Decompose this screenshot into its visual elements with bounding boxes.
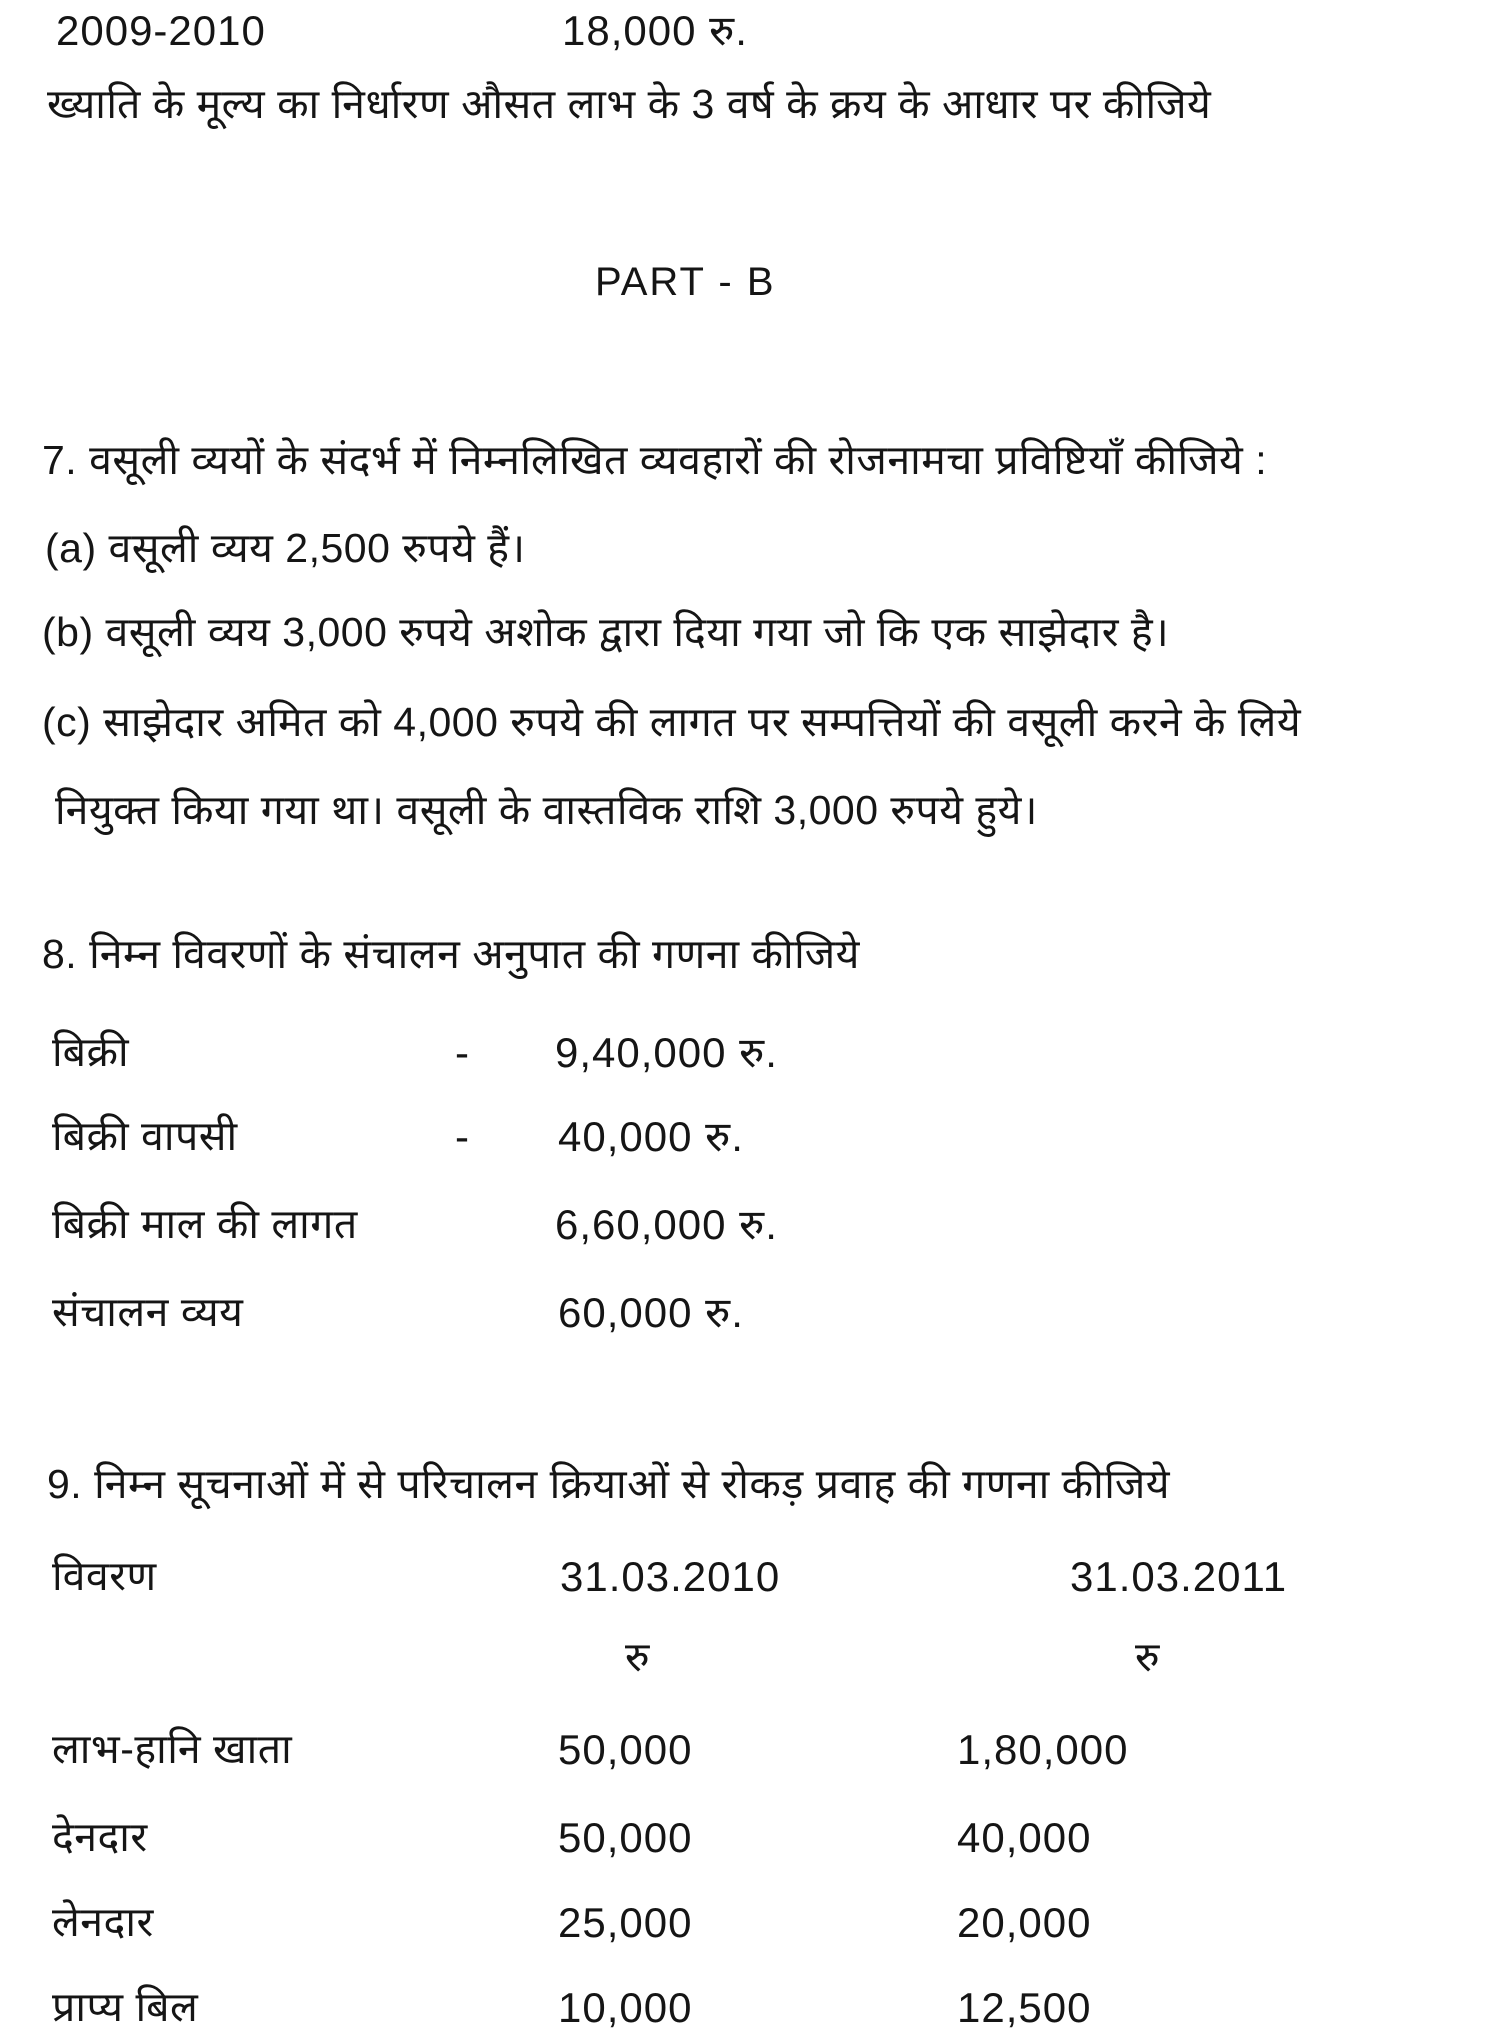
q9-row-label: लाभ-हानि खाता <box>52 1726 293 1772</box>
q9-row-label: प्राप्य बिल <box>52 1984 199 2030</box>
goodwill-amount: 18,000 रु. <box>562 7 748 54</box>
q9-row-col1: 25,000 <box>558 1899 693 1946</box>
q8-row-value: 6,60,000 रु. <box>555 1201 778 1248</box>
question7-item-c-line1: (c) साझेदार अमित को 4,000 रुपये की लागत पर सम्पत्तियों की वसूली करने के लिये <box>42 699 1302 745</box>
question7-item-a: (a) वसूली व्यय 2,500 रुपये हैं। <box>45 525 526 571</box>
q9-header-particulars: विवरण <box>52 1553 157 1599</box>
q9-row-col2: 20,000 <box>957 1899 1092 1946</box>
q9-row-col1: 50,000 <box>558 1814 693 1861</box>
q8-row-value: 40,000 रु. <box>558 1113 744 1160</box>
goodwill-year: 2009-2010 <box>56 7 266 54</box>
q9-row-col2: 40,000 <box>957 1814 1092 1861</box>
q8-row-separator: - <box>455 1113 470 1160</box>
q9-currency-col2: रु <box>1135 1634 1161 1680</box>
q9-row-label: देनदार <box>52 1814 148 1860</box>
q8-row-label: बिक्री माल की लागत <box>52 1201 358 1247</box>
q8-row-label: संचालन व्यय <box>52 1289 244 1335</box>
question7-item-c-line2: नियुक्त किया गया था। वसूली के वास्तविक राशि 3,000 रुपये हुये। <box>55 787 1038 833</box>
goodwill-instruction: ख्याति के मूल्य का निर्धारण औसत लाभ के 3 वर्ष के क्रय के आधार पर कीजिये <box>47 81 1212 127</box>
q9-row-col2: 1,80,000 <box>957 1726 1129 1773</box>
q9-row-col2: 12,500 <box>957 1984 1092 2031</box>
q8-row-label: बिक्री वापसी <box>52 1113 238 1159</box>
q8-row-label: बिक्री <box>52 1029 130 1075</box>
q9-row-col1: 10,000 <box>558 1984 693 2031</box>
q9-row-label: लेनदार <box>52 1899 154 1945</box>
question7-intro: 7. वसूली व्ययों के संदर्भ में निम्नलिखित व्यवहारों की रोजनामचा प्रविष्टियाँ कीजिये : <box>42 437 1268 483</box>
q9-header-date-col2: 31.03.2011 <box>1070 1553 1288 1600</box>
q9-currency-col1: रु <box>625 1634 651 1680</box>
q9-header-date-col1: 31.03.2010 <box>560 1553 781 1600</box>
q8-row-separator: - <box>455 1029 470 1076</box>
q8-row-value: 60,000 रु. <box>558 1289 744 1336</box>
question7-item-b: (b) वसूली व्यय 3,000 रुपये अशोक द्वारा दिया गया जो कि एक साझेदार है। <box>42 609 1170 655</box>
question8-intro: 8. निम्न विवरणों के संचालन अनुपात की गणना कीजिये <box>42 931 860 977</box>
question9-intro: 9. निम्न सूचनाओं में से परिचालन क्रियाओं से रोकड़ प्रवाह की गणना कीजिये <box>47 1461 1171 1507</box>
part-header: PART - B <box>595 260 776 304</box>
q8-row-value: 9,40,000 रु. <box>555 1029 778 1076</box>
q9-row-col1: 50,000 <box>558 1726 693 1773</box>
